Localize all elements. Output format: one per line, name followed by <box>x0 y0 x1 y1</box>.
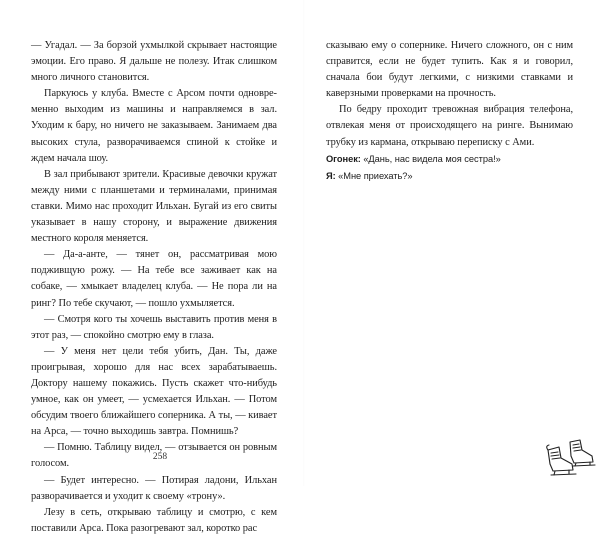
paragraph: Лезу в сеть, открываю таблицу и смотрю, с кем поставили Арса. Пока разогревают зал, коротко рас <box>31 506 277 534</box>
chat-text: «Мне приехать?» <box>338 170 413 181</box>
left-page-text <box>31 38 277 537</box>
chat-message <box>326 168 573 185</box>
chat-sender: Огонек: <box>326 153 361 164</box>
chat-message <box>326 151 573 168</box>
right-page-text <box>326 38 573 185</box>
paragraph: Паркуюсь у клуба. Вместе с Арсом почти одновременно выходим из машины и направляемся в зал. Уходим к бару, но ничего не заказываем. Занимаем два высоких стула, разворачиваемся спиной к стойке и ждем начала шоу. <box>31 88 277 164</box>
paragraph: — Смотря кого ты хочешь выставить против меня в этот раз, — спокойно смотрю ему в глаза. <box>31 313 277 341</box>
chat-sender: Я: <box>326 170 336 181</box>
paragraph: По бедру проходит тревожная вибрация телефона, отвлекая меня от происходящего на ринге. Вынимаю трубку из кармана, открываю переписку с Ами. <box>326 104 573 148</box>
chat-text: «Дань, нас видела моя сестра!» <box>363 153 501 164</box>
paragraph: — Угадал. — За борзой ухмылкой скрывает настоящие эмоции. Его право. Я дальше не полезу. Итак слишком много личного становится. <box>31 40 277 84</box>
book-gutter <box>303 0 305 486</box>
paragraph: — Будет интересно. — Потирая ладони, Ильхан разворачивается и уходит к своему «трону». <box>31 474 277 502</box>
paragraph: В зал прибывают зрители. Красивые девочки кружат между ними с планшетами и терминалами, принимая ставки. Мимо нас проходит Ильхан. Бугай из его свиты указывает в нашу сторону, и выражение движения местного короля меняется. <box>31 168 277 245</box>
paragraph: — Помню. Таблицу видел, — отзывается он ровным голосом. <box>31 442 277 470</box>
paragraph: сказываю ему о сопернике. Ничего сложного, он с ним справится, если не будет тупить. Как я и говорил, сначала бои будут легкими, с низкими ставками и каверзными проверками на прочность. <box>326 40 573 100</box>
paragraph: — У меня нет цели тебя убить, Дан. Ты, даже проигрывая, хорошо для нас всех зарабатываешь. Доктору нашему покажись. Пусть скажет что-нибудь умное, как он умеет, — усмехается Ильхан. — Потом обсудим твоего ближайшего соперника. А ты, — кивает на Арса, — точно выходишь завтра. Помнишь? <box>31 345 277 438</box>
paragraph: — Да-а-анте, — тянет он, рассматривая мою подживщую рожу. — На тебе все заживает как на собаке, — хмыкает владелец клуба. — Не пора ли на ринг? По тебе скучают, — пошло ухмыляется. <box>31 249 277 309</box>
ice-skates-icon <box>540 436 598 480</box>
page-number: 258 <box>152 452 168 462</box>
